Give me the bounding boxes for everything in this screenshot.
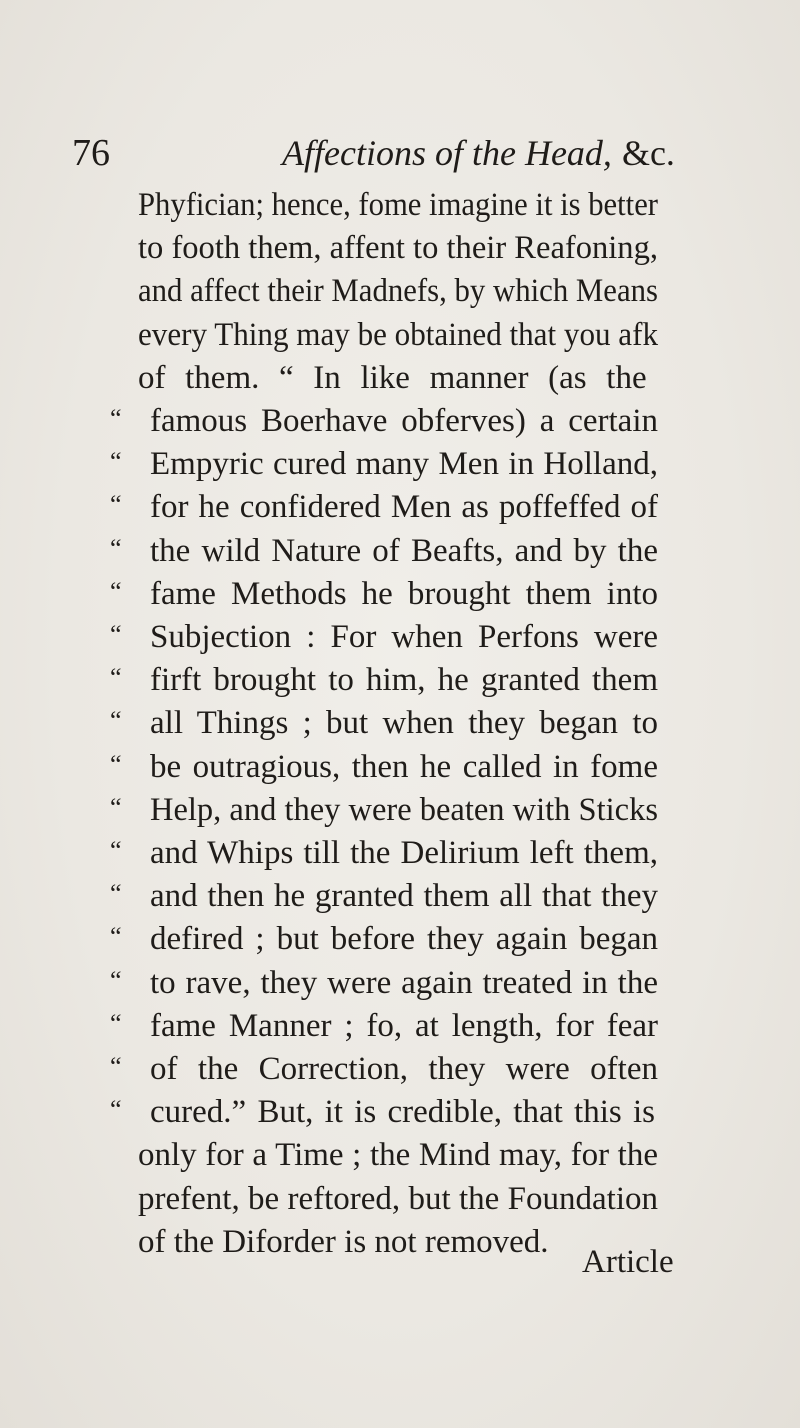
running-head-title: Affections of the Head,: [282, 133, 612, 173]
quote-mark: “: [110, 404, 122, 433]
text-line: Help, and they were beaten with Sticks: [150, 791, 658, 828]
catchword: Article: [582, 1244, 674, 1280]
quote-mark: “: [110, 490, 122, 520]
text-line: Subjection : For when Perfons were: [150, 619, 658, 655]
text-line: fame Manner ; fo, at length, for fear: [150, 1007, 658, 1044]
text-line: fame Methods he brought them into: [150, 575, 658, 612]
text-line: and affect their Madnefs, by which Means: [138, 273, 658, 310]
text-line: to rave, they were again treated in the: [150, 964, 658, 1001]
text-line: all Things ; but when they began to: [150, 705, 658, 742]
quote-mark: “: [110, 879, 122, 909]
text-line: firft brought to him, he granted them: [150, 662, 658, 699]
quote-mark: “: [110, 749, 122, 779]
text-line: of the Diforder is not removed.: [138, 1223, 549, 1260]
running-head: [282, 128, 675, 178]
quote-mark: “: [110, 965, 122, 995]
quote-mark: “: [110, 792, 122, 822]
text-line: famous Boerhave obferves) a certain: [150, 403, 658, 439]
quote-mark: “: [110, 663, 122, 693]
text-line: of the Correction, they were often: [150, 1051, 658, 1087]
text-line: to footh them, affent to their Reafoning,: [138, 230, 658, 267]
text-line: the wild Nature of Beafts, and by the: [150, 532, 658, 569]
text-line: defired ; but before they again began: [150, 921, 658, 958]
quote-mark: “: [110, 922, 122, 952]
text-line: of them. “ In like manner (as the: [138, 359, 647, 396]
text-line: prefent, be reftored, but the Foundation: [138, 1180, 658, 1217]
text-line: and then he granted them all that they: [150, 878, 658, 915]
running-head-etc: &c.: [621, 133, 675, 173]
text-line: Empyric cured many Men in Holland,: [150, 446, 658, 483]
text-line: and Whips till the Delirium left them,: [150, 835, 658, 871]
quote-mark: “: [110, 447, 122, 477]
text-line: Phyfician; hence, fome imagine it is better: [138, 187, 658, 223]
quote-mark: “: [110, 1095, 122, 1125]
quote-mark: “: [110, 836, 122, 865]
text-line: for he confidered Men as poffeffed of: [150, 489, 658, 526]
text-line: be outragious, then he called in fome: [150, 748, 658, 785]
quote-mark: “: [110, 706, 122, 736]
quote-mark: “: [110, 533, 122, 563]
text-line: cured.” But, it is credible, that this is: [150, 1094, 655, 1131]
text-line: every Thing may be obtained that you afk: [138, 316, 658, 353]
quote-mark: “: [110, 1008, 122, 1038]
text-line: only for a Time ; the Mind may, for the: [138, 1137, 658, 1174]
quote-mark: “: [110, 1052, 122, 1081]
page-header: [72, 128, 675, 178]
page-number: 76: [72, 132, 110, 174]
quote-mark: “: [110, 620, 122, 649]
quote-mark: “: [110, 576, 122, 606]
